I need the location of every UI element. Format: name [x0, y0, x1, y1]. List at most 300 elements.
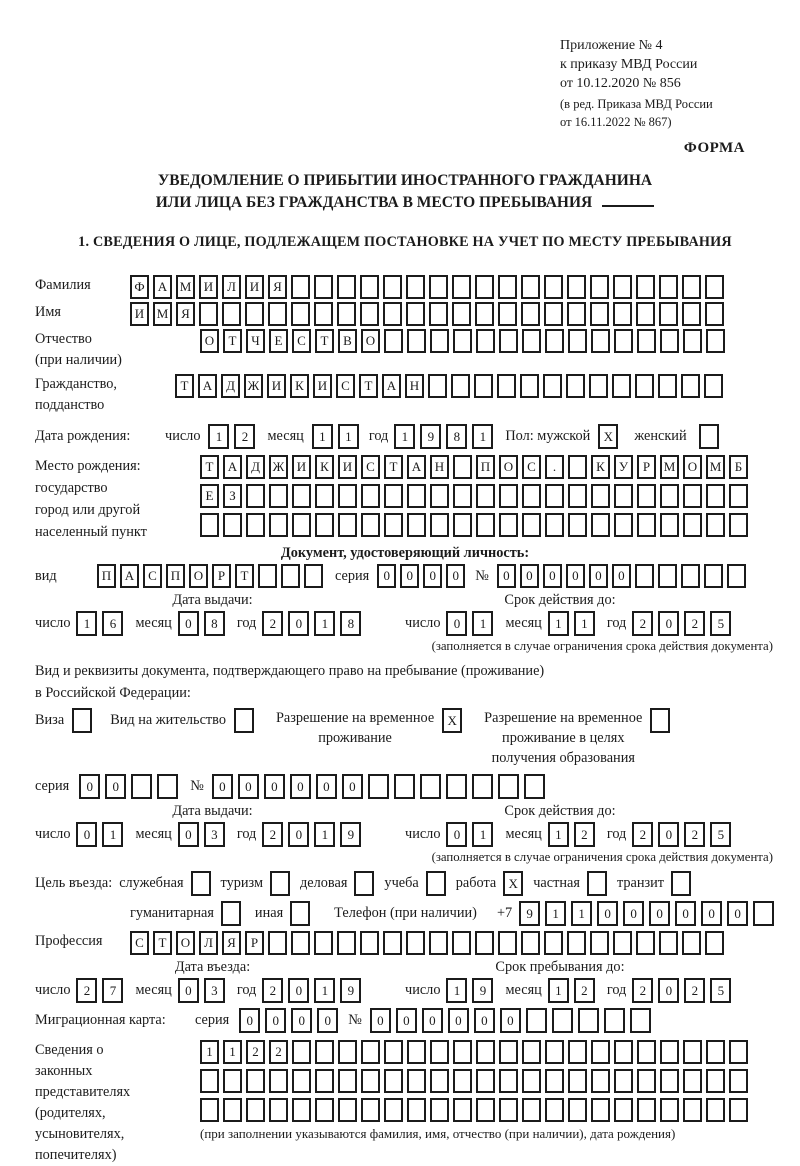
- char-cell[interactable]: [705, 931, 724, 955]
- char-cell[interactable]: [394, 774, 415, 799]
- char-cell[interactable]: X: [598, 424, 618, 449]
- char-cell[interactable]: [223, 1098, 242, 1122]
- char-cell[interactable]: 6: [102, 611, 123, 636]
- char-cell[interactable]: [636, 275, 655, 299]
- char-cell[interactable]: [727, 564, 746, 588]
- birthplace-field-line3[interactable]: [200, 513, 748, 537]
- char-cell[interactable]: 1: [574, 611, 595, 636]
- migration-series-field[interactable]: [239, 1008, 338, 1033]
- char-cell[interactable]: Р: [637, 455, 656, 479]
- char-cell[interactable]: [384, 329, 403, 353]
- char-cell[interactable]: [315, 1098, 334, 1122]
- char-cell[interactable]: 2: [574, 978, 595, 1003]
- char-cell[interactable]: 1: [314, 822, 335, 847]
- char-cell[interactable]: [729, 1040, 748, 1064]
- char-cell[interactable]: 0: [623, 901, 644, 926]
- char-cell[interactable]: [452, 275, 471, 299]
- char-cell[interactable]: [498, 275, 517, 299]
- sex-female-checkbox[interactable]: [699, 424, 719, 449]
- char-cell[interactable]: [268, 302, 287, 326]
- char-cell[interactable]: [453, 1040, 472, 1064]
- doc-series-field[interactable]: [377, 564, 465, 588]
- char-cell[interactable]: 5: [710, 822, 731, 847]
- char-cell[interactable]: 0: [543, 564, 562, 588]
- char-cell[interactable]: 0: [238, 774, 259, 799]
- char-cell[interactable]: [361, 1098, 380, 1122]
- char-cell[interactable]: [681, 564, 700, 588]
- char-cell[interactable]: [671, 871, 691, 896]
- char-cell[interactable]: [543, 374, 562, 398]
- char-cell[interactable]: [614, 1098, 633, 1122]
- char-cell[interactable]: [476, 1098, 495, 1122]
- char-cell[interactable]: А: [407, 455, 426, 479]
- identity-expiry-day[interactable]: [446, 611, 493, 636]
- char-cell[interactable]: Л: [199, 931, 218, 955]
- representatives-field-line2[interactable]: [200, 1069, 748, 1093]
- migration-number-field[interactable]: [370, 1008, 651, 1033]
- char-cell[interactable]: 0: [612, 564, 631, 588]
- char-cell[interactable]: [476, 1040, 495, 1064]
- char-cell[interactable]: К: [591, 455, 610, 479]
- stay-expiry-day[interactable]: [446, 822, 493, 847]
- char-cell[interactable]: 0: [76, 822, 97, 847]
- char-cell[interactable]: И: [130, 302, 149, 326]
- char-cell[interactable]: [630, 1008, 651, 1033]
- char-cell[interactable]: [314, 302, 333, 326]
- char-cell[interactable]: [704, 374, 723, 398]
- char-cell[interactable]: [521, 275, 540, 299]
- char-cell[interactable]: [522, 329, 541, 353]
- char-cell[interactable]: [383, 302, 402, 326]
- purpose-study-checkbox[interactable]: [426, 871, 446, 896]
- char-cell[interactable]: [131, 774, 152, 799]
- char-cell[interactable]: А: [382, 374, 401, 398]
- residence-permit-checkbox[interactable]: [234, 708, 254, 733]
- char-cell[interactable]: [453, 1069, 472, 1093]
- identity-expiry-month[interactable]: [548, 611, 595, 636]
- birthdate-day-field[interactable]: [208, 424, 255, 449]
- char-cell[interactable]: [614, 484, 633, 508]
- char-cell[interactable]: [591, 1040, 610, 1064]
- char-cell[interactable]: 0: [658, 978, 679, 1003]
- char-cell[interactable]: [430, 329, 449, 353]
- stay-expiry-year[interactable]: [632, 822, 731, 847]
- char-cell[interactable]: 0: [448, 1008, 469, 1033]
- char-cell[interactable]: 0: [500, 1008, 521, 1033]
- char-cell[interactable]: [290, 901, 310, 926]
- char-cell[interactable]: 0: [520, 564, 539, 588]
- char-cell[interactable]: Т: [200, 455, 219, 479]
- char-cell[interactable]: [476, 329, 495, 353]
- char-cell[interactable]: [384, 1098, 403, 1122]
- char-cell[interactable]: [636, 302, 655, 326]
- char-cell[interactable]: [474, 374, 493, 398]
- char-cell[interactable]: [292, 513, 311, 537]
- char-cell[interactable]: 1: [548, 822, 569, 847]
- char-cell[interactable]: [453, 513, 472, 537]
- char-cell[interactable]: [472, 774, 493, 799]
- char-cell[interactable]: [636, 931, 655, 955]
- representatives-field-line3[interactable]: [200, 1098, 748, 1122]
- entry-month[interactable]: [178, 978, 225, 1003]
- surname-field[interactable]: [130, 275, 724, 299]
- char-cell[interactable]: 0: [597, 901, 618, 926]
- char-cell[interactable]: [520, 374, 539, 398]
- char-cell[interactable]: [498, 774, 519, 799]
- char-cell[interactable]: 1: [571, 901, 592, 926]
- char-cell[interactable]: Д: [221, 374, 240, 398]
- char-cell[interactable]: [361, 484, 380, 508]
- char-cell[interactable]: [604, 1008, 625, 1033]
- char-cell[interactable]: [292, 1069, 311, 1093]
- char-cell[interactable]: [246, 513, 265, 537]
- char-cell[interactable]: [429, 931, 448, 955]
- char-cell[interactable]: 3: [204, 978, 225, 1003]
- char-cell[interactable]: [291, 931, 310, 955]
- char-cell[interactable]: [522, 1040, 541, 1064]
- char-cell[interactable]: [589, 374, 608, 398]
- char-cell[interactable]: [451, 374, 470, 398]
- char-cell[interactable]: [269, 1069, 288, 1093]
- char-cell[interactable]: С: [336, 374, 355, 398]
- char-cell[interactable]: [446, 774, 467, 799]
- char-cell[interactable]: [360, 302, 379, 326]
- char-cell[interactable]: [384, 1069, 403, 1093]
- char-cell[interactable]: [476, 513, 495, 537]
- char-cell[interactable]: 0: [290, 774, 311, 799]
- char-cell[interactable]: [591, 1069, 610, 1093]
- char-cell[interactable]: [660, 513, 679, 537]
- char-cell[interactable]: [522, 1098, 541, 1122]
- char-cell[interactable]: [660, 1069, 679, 1093]
- char-cell[interactable]: [304, 564, 323, 588]
- char-cell[interactable]: [567, 302, 586, 326]
- identity-issue-day[interactable]: [76, 611, 123, 636]
- char-cell[interactable]: [407, 484, 426, 508]
- char-cell[interactable]: Ф: [130, 275, 149, 299]
- char-cell[interactable]: [429, 275, 448, 299]
- char-cell[interactable]: И: [338, 455, 357, 479]
- char-cell[interactable]: С: [292, 329, 311, 353]
- char-cell[interactable]: П: [166, 564, 185, 588]
- doc-kind-field[interactable]: [97, 564, 323, 588]
- char-cell[interactable]: 0: [566, 564, 585, 588]
- char-cell[interactable]: А: [198, 374, 217, 398]
- char-cell[interactable]: [705, 302, 724, 326]
- char-cell[interactable]: [614, 1069, 633, 1093]
- char-cell[interactable]: [338, 1069, 357, 1093]
- char-cell[interactable]: [223, 1069, 242, 1093]
- char-cell[interactable]: [499, 1069, 518, 1093]
- char-cell[interactable]: [706, 1069, 725, 1093]
- char-cell[interactable]: [524, 774, 545, 799]
- char-cell[interactable]: [567, 931, 586, 955]
- birthdate-year-field[interactable]: [394, 424, 493, 449]
- char-cell[interactable]: 2: [262, 822, 283, 847]
- char-cell[interactable]: 9: [340, 822, 361, 847]
- char-cell[interactable]: [406, 302, 425, 326]
- birthplace-field-line2[interactable]: [200, 484, 748, 508]
- char-cell[interactable]: И: [199, 275, 218, 299]
- char-cell[interactable]: [545, 513, 564, 537]
- char-cell[interactable]: Ж: [244, 374, 263, 398]
- char-cell[interactable]: С: [130, 931, 149, 955]
- char-cell[interactable]: [660, 1098, 679, 1122]
- char-cell[interactable]: [430, 1040, 449, 1064]
- char-cell[interactable]: [291, 302, 310, 326]
- char-cell[interactable]: [292, 1098, 311, 1122]
- char-cell[interactable]: [292, 484, 311, 508]
- char-cell[interactable]: С: [143, 564, 162, 588]
- char-cell[interactable]: 1: [208, 424, 229, 449]
- char-cell[interactable]: 0: [423, 564, 442, 588]
- char-cell[interactable]: 9: [519, 901, 540, 926]
- char-cell[interactable]: 2: [234, 424, 255, 449]
- temp-residence-checkbox[interactable]: [442, 708, 462, 733]
- char-cell[interactable]: [452, 931, 471, 955]
- char-cell[interactable]: [613, 931, 632, 955]
- char-cell[interactable]: 1: [548, 611, 569, 636]
- char-cell[interactable]: [337, 275, 356, 299]
- char-cell[interactable]: [587, 871, 607, 896]
- char-cell[interactable]: 1: [200, 1040, 219, 1064]
- char-cell[interactable]: [499, 513, 518, 537]
- purpose-humanitarian-checkbox[interactable]: [221, 901, 241, 926]
- char-cell[interactable]: 2: [262, 978, 283, 1003]
- char-cell[interactable]: 8: [340, 611, 361, 636]
- char-cell[interactable]: [614, 1040, 633, 1064]
- char-cell[interactable]: [637, 1040, 656, 1064]
- char-cell[interactable]: [384, 1040, 403, 1064]
- identity-issue-month[interactable]: [178, 611, 225, 636]
- char-cell[interactable]: 0: [497, 564, 516, 588]
- char-cell[interactable]: [578, 1008, 599, 1033]
- char-cell[interactable]: [635, 564, 654, 588]
- char-cell[interactable]: 0: [400, 564, 419, 588]
- char-cell[interactable]: [683, 484, 702, 508]
- char-cell[interactable]: [497, 374, 516, 398]
- char-cell[interactable]: 0: [317, 1008, 338, 1033]
- char-cell[interactable]: О: [499, 455, 518, 479]
- char-cell[interactable]: [338, 513, 357, 537]
- char-cell[interactable]: [683, 1069, 702, 1093]
- char-cell[interactable]: Т: [315, 329, 334, 353]
- char-cell[interactable]: О: [176, 931, 195, 955]
- char-cell[interactable]: [682, 931, 701, 955]
- char-cell[interactable]: [338, 1098, 357, 1122]
- char-cell[interactable]: Я: [222, 931, 241, 955]
- char-cell[interactable]: X: [442, 708, 462, 733]
- purpose-work-checkbox[interactable]: [503, 871, 523, 896]
- char-cell[interactable]: [315, 484, 334, 508]
- stay-until-month[interactable]: [548, 978, 595, 1003]
- char-cell[interactable]: [314, 275, 333, 299]
- char-cell[interactable]: [453, 1098, 472, 1122]
- char-cell[interactable]: X: [503, 871, 523, 896]
- char-cell[interactable]: У: [614, 455, 633, 479]
- char-cell[interactable]: .: [545, 455, 564, 479]
- char-cell[interactable]: 1: [102, 822, 123, 847]
- char-cell[interactable]: [590, 302, 609, 326]
- char-cell[interactable]: [200, 1098, 219, 1122]
- char-cell[interactable]: 1: [312, 424, 333, 449]
- char-cell[interactable]: 0: [446, 822, 467, 847]
- char-cell[interactable]: 5: [710, 611, 731, 636]
- char-cell[interactable]: О: [200, 329, 219, 353]
- purpose-private-checkbox[interactable]: [587, 871, 607, 896]
- char-cell[interactable]: [660, 484, 679, 508]
- char-cell[interactable]: [315, 513, 334, 537]
- char-cell[interactable]: 1: [314, 978, 335, 1003]
- char-cell[interactable]: [590, 275, 609, 299]
- char-cell[interactable]: [613, 275, 632, 299]
- char-cell[interactable]: [292, 1040, 311, 1064]
- char-cell[interactable]: [430, 513, 449, 537]
- char-cell[interactable]: [430, 484, 449, 508]
- char-cell[interactable]: 1: [446, 978, 467, 1003]
- char-cell[interactable]: [659, 302, 678, 326]
- char-cell[interactable]: О: [189, 564, 208, 588]
- char-cell[interactable]: [361, 513, 380, 537]
- stay-issue-month[interactable]: [178, 822, 225, 847]
- char-cell[interactable]: [613, 302, 632, 326]
- char-cell[interactable]: 8: [446, 424, 467, 449]
- patronymic-field[interactable]: [200, 329, 725, 353]
- char-cell[interactable]: 0: [649, 901, 670, 926]
- char-cell[interactable]: Н: [430, 455, 449, 479]
- char-cell[interactable]: [499, 1040, 518, 1064]
- stay-number-field[interactable]: [212, 774, 545, 799]
- birthplace-field-line1[interactable]: [200, 455, 748, 479]
- char-cell[interactable]: [637, 1069, 656, 1093]
- identity-issue-year[interactable]: [262, 611, 361, 636]
- char-cell[interactable]: 1: [394, 424, 415, 449]
- char-cell[interactable]: [591, 513, 610, 537]
- char-cell[interactable]: [706, 484, 725, 508]
- char-cell[interactable]: [545, 329, 564, 353]
- char-cell[interactable]: [314, 931, 333, 955]
- char-cell[interactable]: Т: [359, 374, 378, 398]
- char-cell[interactable]: [683, 1098, 702, 1122]
- char-cell[interactable]: М: [153, 302, 172, 326]
- stay-expiry-month[interactable]: [548, 822, 595, 847]
- char-cell[interactable]: [368, 774, 389, 799]
- char-cell[interactable]: [360, 931, 379, 955]
- char-cell[interactable]: Е: [269, 329, 288, 353]
- char-cell[interactable]: [521, 302, 540, 326]
- char-cell[interactable]: [568, 455, 587, 479]
- char-cell[interactable]: [614, 329, 633, 353]
- char-cell[interactable]: [222, 302, 241, 326]
- char-cell[interactable]: 1: [472, 424, 493, 449]
- char-cell[interactable]: [476, 1069, 495, 1093]
- char-cell[interactable]: [568, 1098, 587, 1122]
- char-cell[interactable]: [338, 484, 357, 508]
- char-cell[interactable]: 0: [178, 611, 199, 636]
- char-cell[interactable]: 0: [288, 822, 309, 847]
- char-cell[interactable]: Ж: [269, 455, 288, 479]
- char-cell[interactable]: [682, 275, 701, 299]
- char-cell[interactable]: 0: [446, 611, 467, 636]
- char-cell[interactable]: 0: [701, 901, 722, 926]
- char-cell[interactable]: 2: [262, 611, 283, 636]
- char-cell[interactable]: [658, 374, 677, 398]
- entry-day[interactable]: [76, 978, 123, 1003]
- char-cell[interactable]: И: [292, 455, 311, 479]
- char-cell[interactable]: [245, 302, 264, 326]
- char-cell[interactable]: [650, 708, 670, 733]
- char-cell[interactable]: Е: [200, 484, 219, 508]
- char-cell[interactable]: [407, 1040, 426, 1064]
- char-cell[interactable]: [157, 774, 178, 799]
- char-cell[interactable]: П: [97, 564, 116, 588]
- char-cell[interactable]: [258, 564, 277, 588]
- char-cell[interactable]: [568, 484, 587, 508]
- char-cell[interactable]: И: [267, 374, 286, 398]
- char-cell[interactable]: [683, 513, 702, 537]
- char-cell[interactable]: М: [176, 275, 195, 299]
- char-cell[interactable]: [545, 1098, 564, 1122]
- char-cell[interactable]: 2: [246, 1040, 265, 1064]
- char-cell[interactable]: 1: [223, 1040, 242, 1064]
- char-cell[interactable]: [453, 455, 472, 479]
- char-cell[interactable]: [234, 708, 254, 733]
- char-cell[interactable]: [729, 484, 748, 508]
- char-cell[interactable]: 0: [675, 901, 696, 926]
- char-cell[interactable]: [522, 1069, 541, 1093]
- char-cell[interactable]: [545, 1069, 564, 1093]
- char-cell[interactable]: 8: [204, 611, 225, 636]
- char-cell[interactable]: [683, 329, 702, 353]
- char-cell[interactable]: М: [660, 455, 679, 479]
- char-cell[interactable]: [475, 931, 494, 955]
- char-cell[interactable]: 0: [370, 1008, 391, 1033]
- char-cell[interactable]: [268, 931, 287, 955]
- citizenship-field[interactable]: [175, 374, 723, 398]
- stay-until-day[interactable]: [446, 978, 493, 1003]
- char-cell[interactable]: [660, 329, 679, 353]
- char-cell[interactable]: [200, 513, 219, 537]
- char-cell[interactable]: Р: [212, 564, 231, 588]
- char-cell[interactable]: [568, 329, 587, 353]
- char-cell[interactable]: [384, 484, 403, 508]
- char-cell[interactable]: [453, 484, 472, 508]
- char-cell[interactable]: [430, 1069, 449, 1093]
- char-cell[interactable]: 2: [574, 822, 595, 847]
- char-cell[interactable]: [429, 302, 448, 326]
- stay-issue-day[interactable]: [76, 822, 123, 847]
- char-cell[interactable]: [729, 1069, 748, 1093]
- char-cell[interactable]: [420, 774, 441, 799]
- sex-male-checkbox[interactable]: [598, 424, 618, 449]
- visa-checkbox[interactable]: [72, 708, 92, 733]
- char-cell[interactable]: А: [223, 455, 242, 479]
- char-cell[interactable]: [706, 1040, 725, 1064]
- char-cell[interactable]: [637, 329, 656, 353]
- char-cell[interactable]: [199, 302, 218, 326]
- char-cell[interactable]: [361, 1069, 380, 1093]
- char-cell[interactable]: Т: [235, 564, 254, 588]
- char-cell[interactable]: 9: [472, 978, 493, 1003]
- char-cell[interactable]: З: [223, 484, 242, 508]
- char-cell[interactable]: С: [522, 455, 541, 479]
- char-cell[interactable]: [566, 374, 585, 398]
- purpose-other-checkbox[interactable]: [290, 901, 310, 926]
- char-cell[interactable]: Л: [222, 275, 241, 299]
- char-cell[interactable]: [683, 1040, 702, 1064]
- char-cell[interactable]: [544, 275, 563, 299]
- char-cell[interactable]: [637, 1098, 656, 1122]
